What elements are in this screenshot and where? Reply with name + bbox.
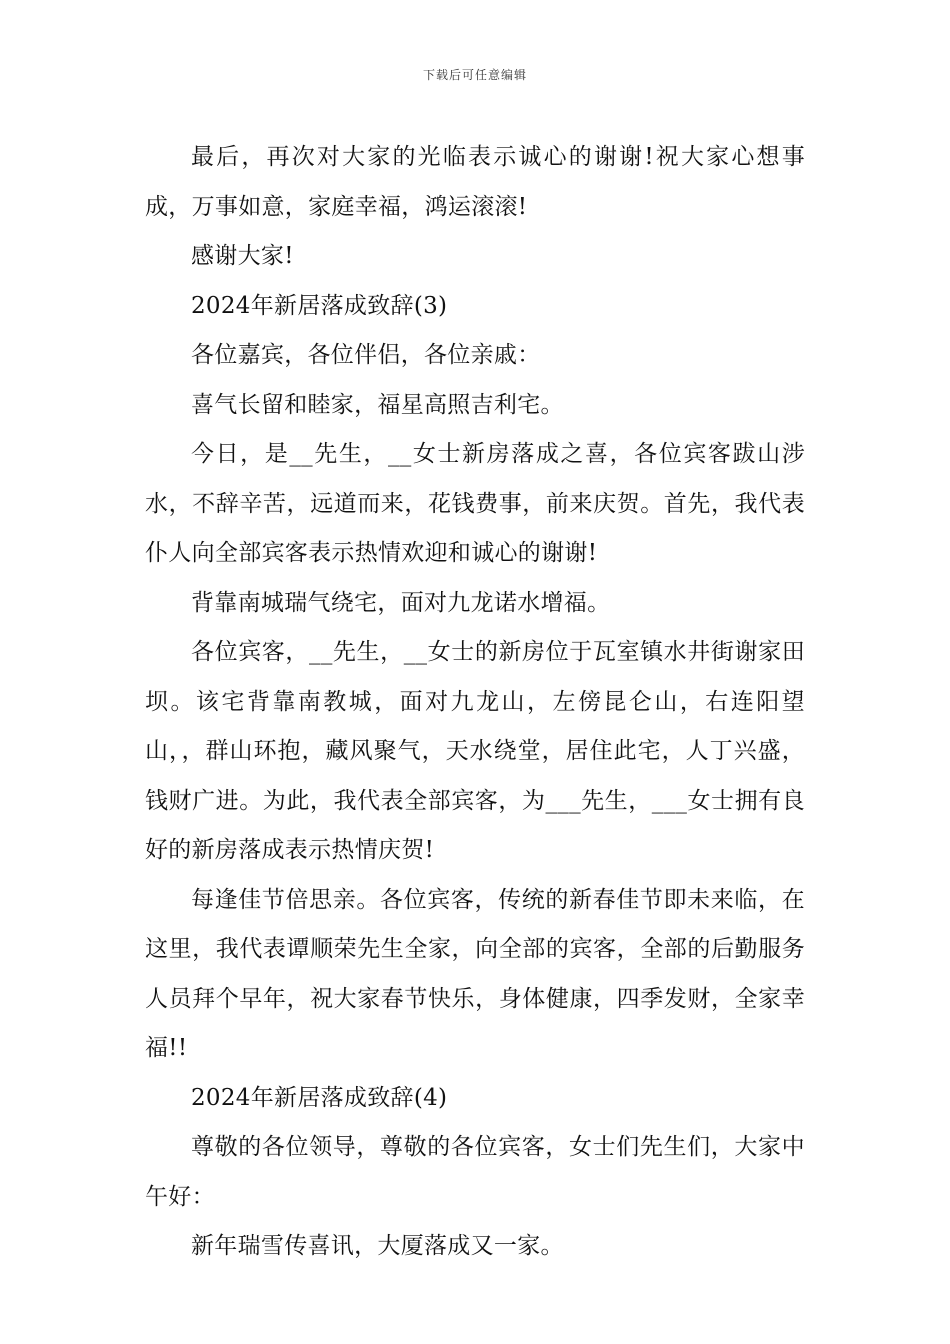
paragraph-greeting: 各位嘉宾，各位伴侣，各位亲戚： (191, 342, 541, 368)
paragraph-couplet-3: 新年瑞雪传喜讯，大厦落成又一家。 (191, 1233, 564, 1259)
paragraph-couplet-1: 喜气长留和睦家，福星高照吉利宅。 (191, 391, 564, 418)
paragraph-house-description: 各位宾客，__先生，__女士的新房位于瓦室镇水井街谢家田坝。该宅背靠南教城，面对九龙山，左傍昆仑山，右连阳望山，，群山环抱，藏风聚气，天水绕堂，居住此宅，人丁兴盛，钱财广进。为此，我代表全部宾客，为___先生，___女士拥有良好的新房落成表示热情庆贺! (145, 639, 805, 863)
header-note: 下载后可任意编辑 (422, 68, 527, 82)
paragraph-thank-all: 感谢大家! (191, 243, 294, 269)
paragraph-couplet-2: 背靠南城瑞气绕宅，面对九龙诺水增福。 (191, 589, 611, 616)
paragraph-new-year-wishes: 每逢佳节倍思亲。各位宾客，传统的新春佳节即未来临，在这里，我代表谭顺荣先生全家，向全部的宾客，全部的后勤服务人员拜个早年，祝大家春节快乐，身体健康，四季发财，全家幸福!! (145, 886, 805, 1061)
section-heading-3: 2024年新居落成致辞(3) (191, 292, 448, 319)
paragraph-closing-thanks: 最后，再次对大家的光临表示诚心的谢谢!祝大家心想事成，万事如意，家庭幸福，鸿运滚滚! (145, 144, 805, 220)
section-heading-4: 2024年新居落成致辞(4) (191, 1084, 448, 1111)
paragraph-salutation: 尊敬的各位领导，尊敬的各位宾客，女士们先生们，大家中午好： (145, 1134, 805, 1210)
document-body (145, 133, 805, 1272)
paragraph-welcome: 今日，是__先生，__女士新房落成之喜，各位宾客跋山涉水，不辞辛苦，远道而来，花钱费事，前来庆贺。首先，我代表仆人向全部宾客表示热情欢迎和诚心的谢谢! (145, 441, 805, 566)
